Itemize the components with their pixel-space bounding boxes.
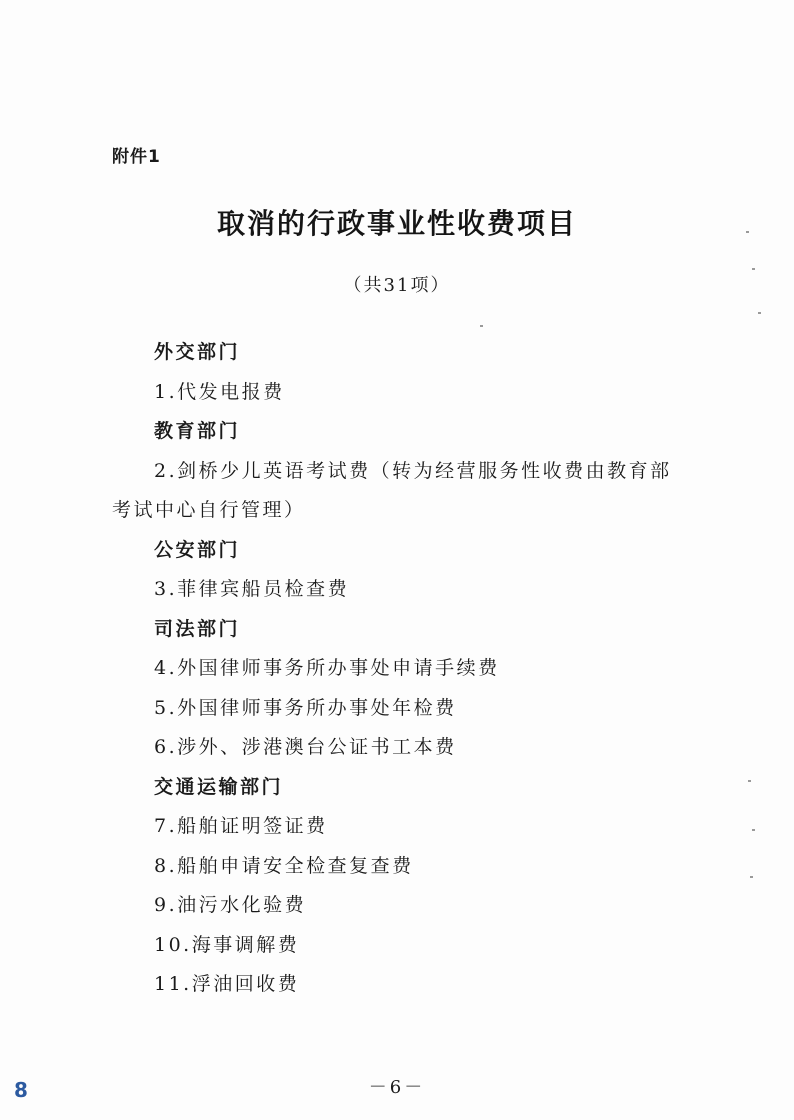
department-heading: 教育部门	[154, 420, 241, 442]
fee-item: 4.外国律师事务所办事处申请手续费	[154, 657, 500, 679]
document-subtitle: （共31项）	[343, 275, 451, 296]
corner-mark: 8	[14, 1078, 28, 1102]
page-number: －6－	[368, 1077, 426, 1098]
scan-speck	[752, 829, 755, 831]
fee-item: 8.船舶申请安全检查复查费	[154, 854, 414, 877]
department-heading: 司法部门	[154, 617, 241, 640]
scan-speck	[746, 231, 749, 233]
scan-speck	[750, 876, 753, 878]
attachment-label: 附件1	[112, 147, 161, 167]
department-heading: 公安部门	[154, 538, 241, 561]
fee-item-list	[112, 333, 692, 1005]
department-heading: 外交部门	[154, 341, 241, 363]
fee-item: 11.浮油回收费	[154, 973, 300, 995]
fee-item: 2.剑桥少儿英语考试费（转为经营服务性收费由教育部	[154, 459, 672, 482]
scan-speck	[758, 312, 761, 314]
scan-speck	[480, 325, 483, 327]
fee-item: 3.菲律宾船员检查费	[154, 578, 350, 600]
fee-item: 7.船舶证明签证费	[154, 815, 328, 837]
fee-item-continuation: 考试中心自行管理）	[112, 499, 306, 521]
scan-speck	[752, 268, 755, 270]
fee-item: 5.外国律师事务所办事处年检费	[154, 696, 457, 719]
fee-item: 6.涉外、涉港澳台公证书工本费	[154, 736, 457, 758]
fee-item: 1.代发电报费	[154, 380, 285, 403]
document-title: 取消的行政事业性收费项目	[216, 207, 577, 240]
fee-item: 10.海事调解费	[154, 933, 300, 956]
department-heading: 交通运输部门	[154, 775, 284, 798]
scan-speck	[748, 780, 751, 782]
fee-item: 9.油污水化验费	[154, 894, 307, 916]
